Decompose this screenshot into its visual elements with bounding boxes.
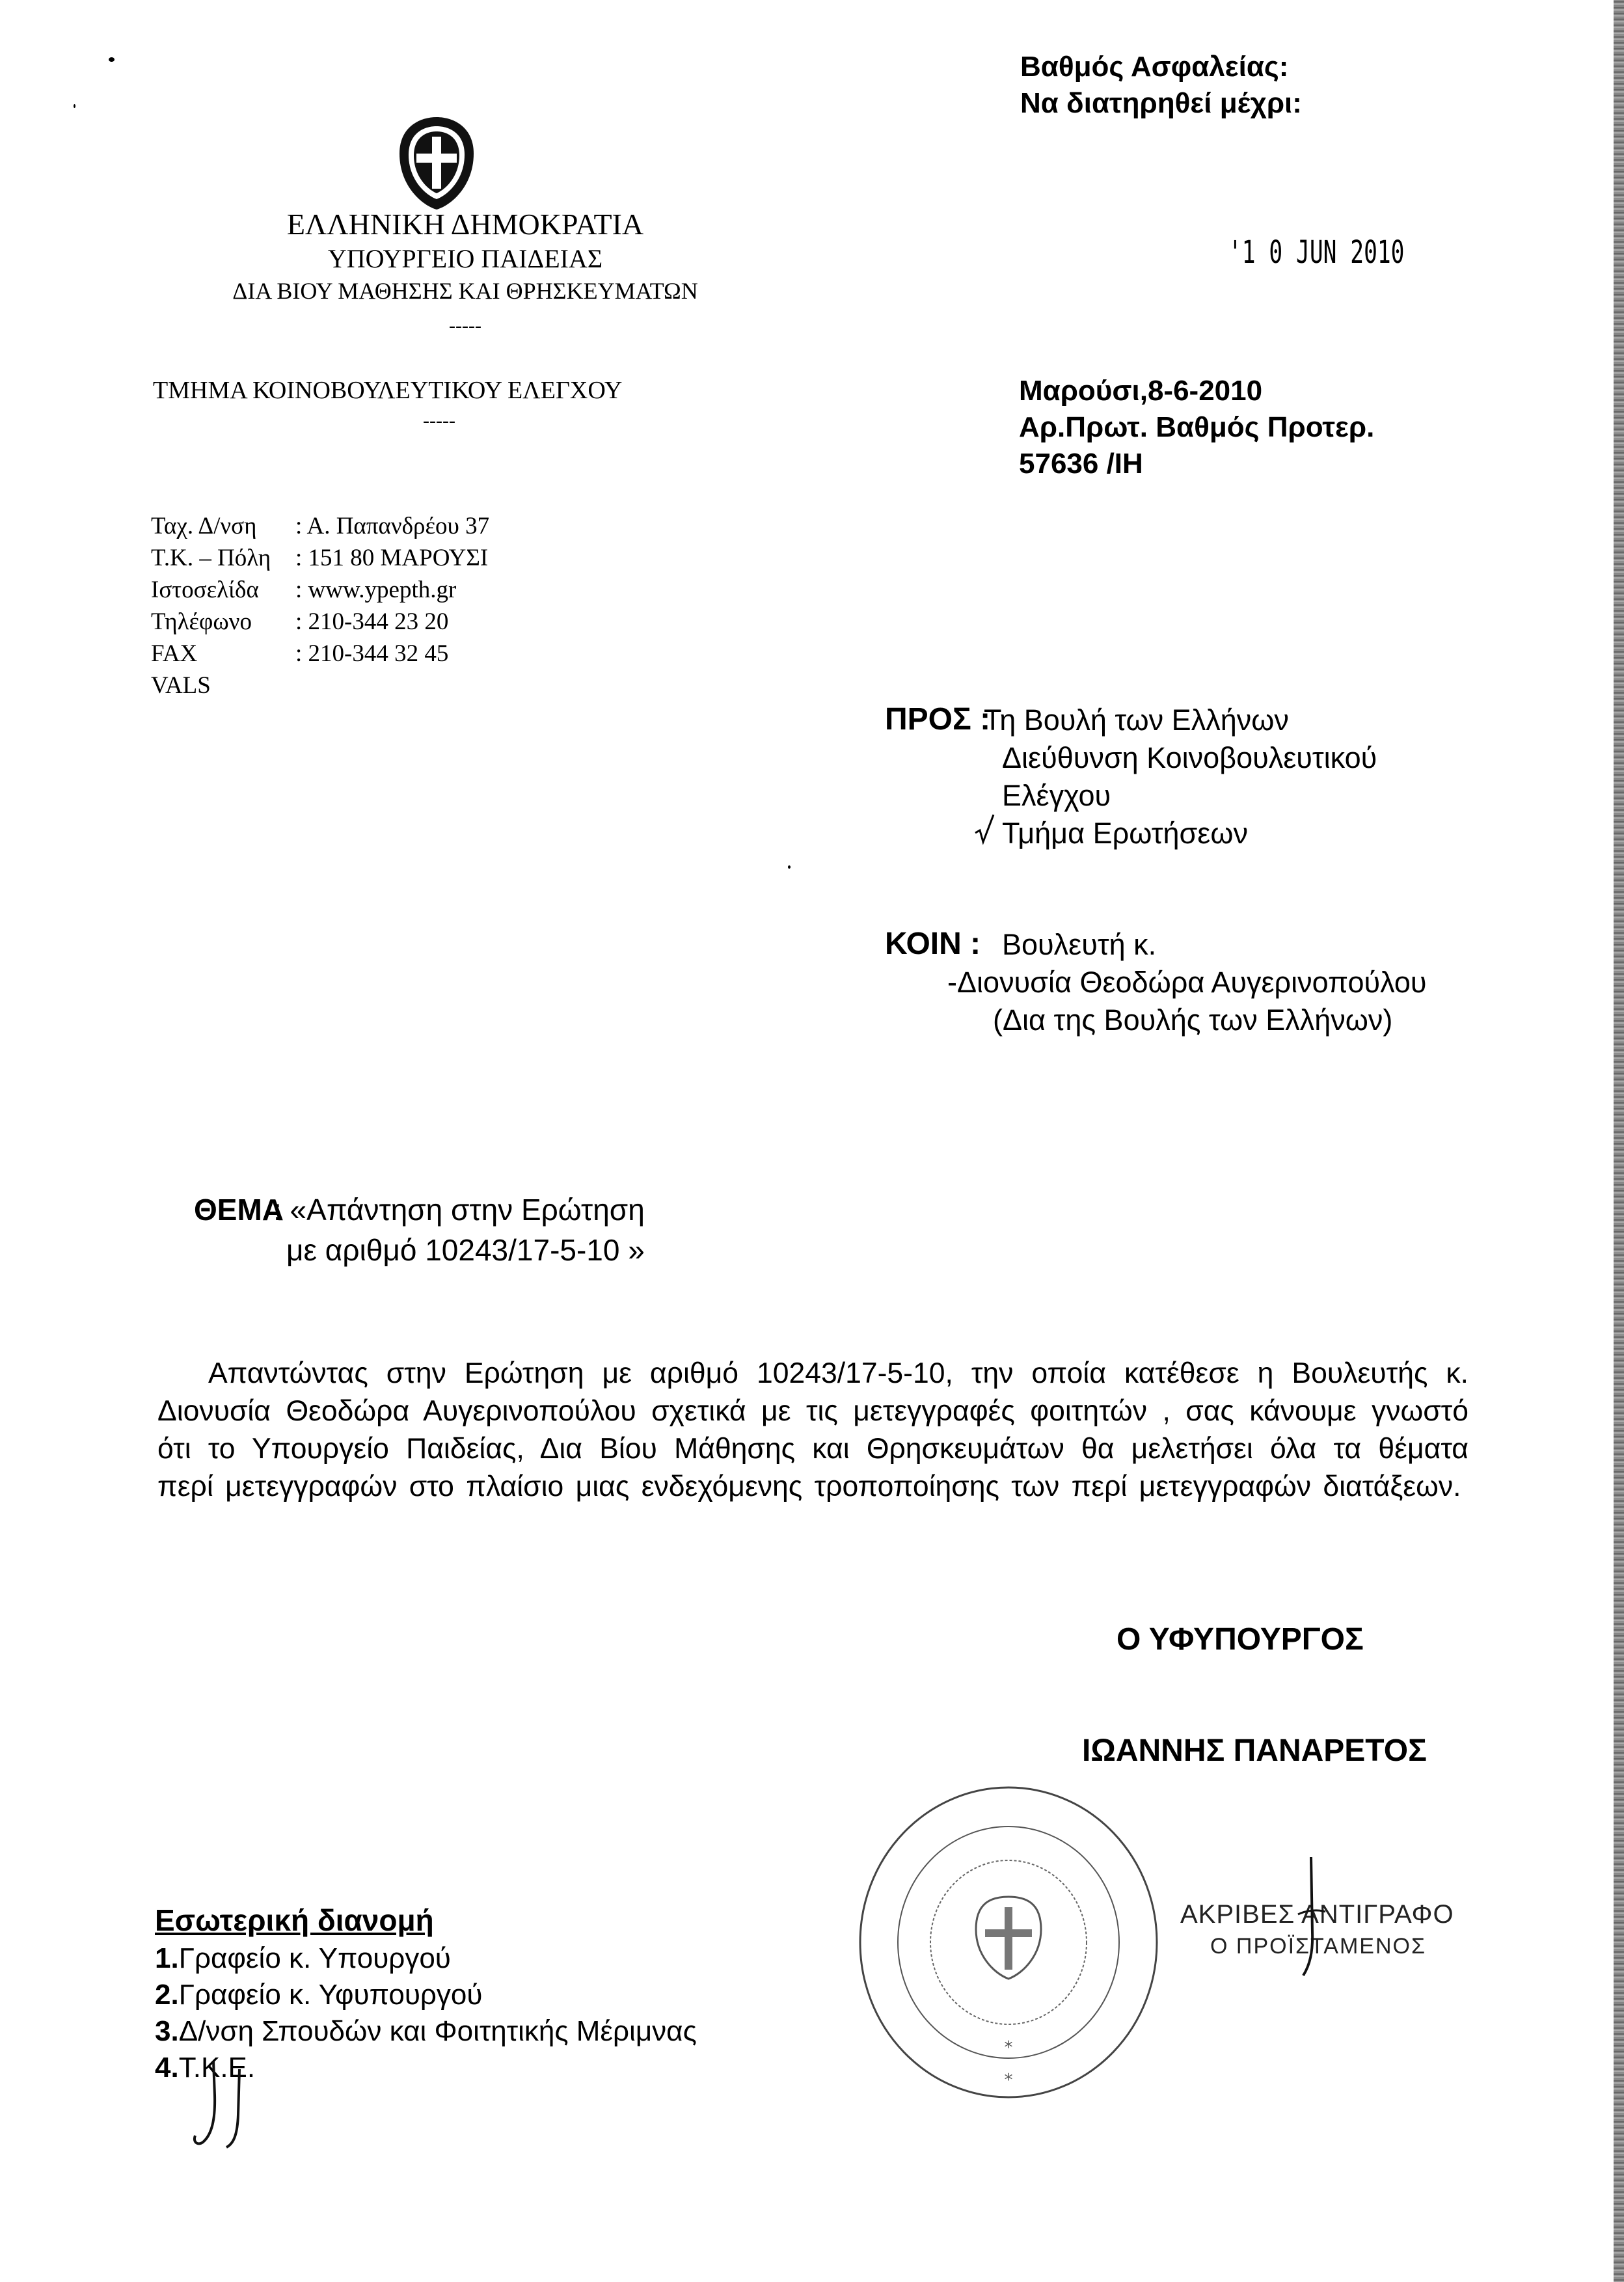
signatory-name: ΙΩΑΝΝΗΣ ΠΑΝΑΡΕΤΟΣ — [1082, 1733, 1427, 1768]
address-label: VALS — [151, 672, 211, 699]
header-separator: ----- — [449, 315, 481, 336]
place-date: Μαρούσι,8-6-2010 — [1019, 375, 1263, 407]
certified-copy-role: Ο ΠΡΟΪΣΤΑΜΕΝΟΣ — [1210, 1934, 1426, 1959]
svg-text:*: * — [1004, 2071, 1013, 2090]
address-row — [151, 606, 489, 638]
scan-speck — [788, 865, 791, 869]
scan-speck — [74, 104, 75, 108]
reference-block — [1019, 373, 1374, 482]
subject-line1: : «Απάντηση στην Ερώτηση — [273, 1193, 645, 1227]
ministry-heading: ΥΠΟΥΡΓΕΙΟ ΠΑΙΔΕΙΑΣ — [327, 244, 603, 273]
protocol-number: 57636 /ΙΗ — [1019, 448, 1143, 480]
protocol-label: Αρ.Πρωτ. Βαθμός Προτερ. — [1019, 411, 1375, 443]
checkmark-icon — [973, 813, 995, 846]
cc-line: -Διονυσία Θεοδώρα Αυγερινοπούλου — [947, 966, 1427, 999]
address-label: Τ.Κ. – Πόλη — [151, 545, 271, 571]
department-heading: ΤΜΗΜΑ ΚΟΙΝΟΒΟΥΛΕΥΤΙΚΟΥ ΕΛΕΓΧΟΥ — [153, 377, 623, 404]
distribution-text: Δ/νση Σπουδών και Φοιτητικής Μέριμνας — [178, 2015, 697, 2047]
subject-line2: με αριθμό 10243/17-5-10 » — [286, 1233, 645, 1267]
received-date-stamp: '1 0 JUN 2010 — [1228, 234, 1405, 271]
svg-text:*: * — [1004, 2038, 1013, 2058]
address-row — [151, 638, 489, 670]
scan-speck — [109, 57, 115, 62]
republic-heading: ΕΛΛΗΝΙΚΗ ΔΗΜΟΚΡΑΤΙΑ — [286, 208, 644, 241]
distribution-number: 4. — [155, 2052, 179, 2084]
address-row — [151, 670, 489, 701]
cc-line: Βουλευτή κ. — [1002, 928, 1157, 961]
subject-label: ΘΕΜΑ — [194, 1193, 284, 1227]
to-line: Διεύθυνση Κοινοβουλευτικού — [1002, 741, 1377, 774]
address-value: : 151 80 ΜΑΡΟΥΣΙ — [295, 545, 489, 571]
to-lines — [984, 701, 1377, 852]
address-value: : 210-344 32 45 — [295, 640, 449, 667]
distribution-text: Γραφείο κ. Υφυπουργού — [178, 1979, 483, 2011]
greek-emblem-icon — [393, 115, 480, 212]
address-row — [151, 574, 489, 606]
certified-copy-stamp: ΑΚΡΙΒΕΣ ΑΝΤΙΓΡΑΦΟ — [1180, 1900, 1454, 1929]
distribution-item — [155, 1940, 697, 1977]
security-block — [1020, 49, 1302, 122]
letter-body: Απαντώντας στην Ερώτηση με αριθμό 10243/17-5-10, την οποία κατέθεσε η Βουλευτής κ. Διονυσία Θεοδώρα Αυγερινοπούλου σχετικά με τις μετεγγραφές φοιτητών , σας κάνουμε γνωστό ότι το Υπουργείο Παιδείας, Δια Βίου Μάθησης και Θρησκευμάτων θα μελετήσει όλα τα θέματα περί μετεγγραφών στο πλαίσιο μιας ενδεχόμενης τροποποίησης των περί μετεγγραφών διατάξεων. — [157, 1357, 1468, 1502]
handwritten-initials — [189, 2056, 267, 2154]
address-label: FAX — [151, 640, 198, 667]
official-seal-icon — [852, 1780, 1165, 2105]
address-value: : www.ypepth.gr — [295, 577, 457, 603]
address-table — [151, 510, 489, 701]
cc-lines — [947, 926, 1427, 1039]
distribution-number: 1. — [155, 1942, 179, 1974]
handwritten-signature — [1292, 1854, 1331, 1985]
scan-edge — [1614, 0, 1624, 2282]
ministry-heading-line2: ΔΙΑ ΒΙΟΥ ΜΑΘΗΣΗΣ ΚΑΙ ΘΡΗΣΚΕΥΜΑΤΩΝ — [232, 278, 698, 304]
address-label: Ταχ. Δ/νση — [151, 513, 257, 539]
security-retain-until-label: Να διατηρηθεί μέχρι: — [1020, 87, 1302, 119]
distribution-number: 2. — [155, 1979, 179, 2011]
distribution-text: Τ.Κ.Ε. — [178, 2052, 256, 2084]
to-line: Τη Βουλή των Ελλήνων — [984, 703, 1289, 737]
address-label: Ιστοσελίδα — [151, 577, 259, 603]
distribution-number: 3. — [155, 2015, 179, 2047]
cc-label: ΚΟΙΝ : — [885, 927, 981, 961]
address-label: Τηλέφωνο — [151, 608, 252, 635]
distribution-text: Γραφείο κ. Υπουργού — [178, 1942, 451, 1974]
address-row — [151, 510, 489, 542]
cc-line: (Δια της Βουλής των Ελλήνων) — [993, 1003, 1393, 1037]
address-value: : 210-344 23 20 — [295, 608, 449, 635]
address-value: : Α. Παπανδρέου 37 — [295, 513, 490, 539]
to-label: ΠΡΟΣ : — [885, 702, 991, 737]
address-row — [151, 542, 489, 574]
distribution-item — [155, 2013, 697, 2050]
signatory-title: Ο ΥΦΥΠΟΥΡΓΟΣ — [1116, 1622, 1364, 1657]
to-line: Τμήμα Ερωτήσεων — [1002, 817, 1248, 850]
distribution-title: Εσωτερική διανομή — [155, 1903, 434, 1937]
department-separator: ----- — [423, 410, 455, 431]
distribution-item — [155, 1977, 697, 2013]
to-line: Ελέγχου — [1002, 779, 1111, 812]
security-classification-label: Βαθμός Ασφαλείας: — [1020, 51, 1289, 83]
